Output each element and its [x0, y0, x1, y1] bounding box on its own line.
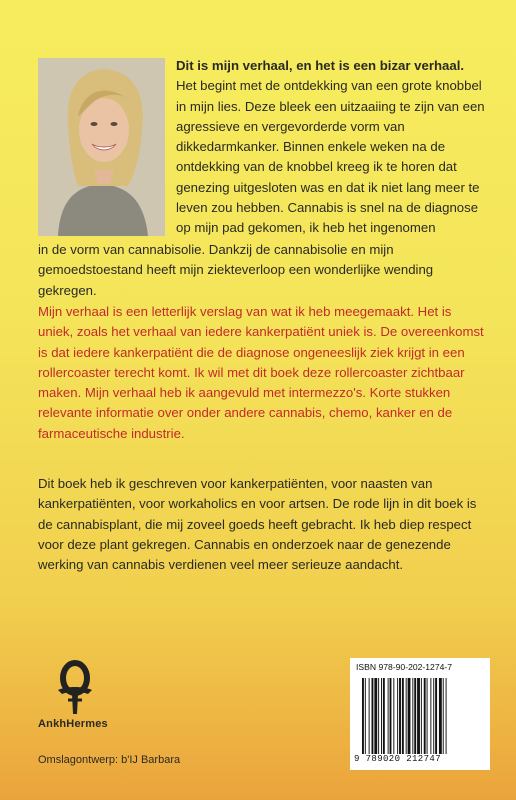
barcode: [362, 678, 480, 754]
publisher-logo: [44, 656, 104, 716]
accent-paragraph: Mijn verhaal is een letterlijk verslag van wat ik heb meegemaakt. Het is uniek, zoals het verhaal van iedere kankerpatiënt uniek is. De overeenkomst is dat iedere kankerpatiënt die de diagnose ongeneeslijk ziek krijgt in een rollercoaster terecht komt. Ik wil met dit boek deze rollercoaster zichtbaar maken. Mijn verhaal heb ik aangevuld met intermezzo's. Korte stukken relevante informatie over onder andere cannabis, chemo, kanker en de farmaceutische industrie.: [38, 304, 484, 441]
intro-lead: Dit is mijn verhaal, en het is een bizar verhaal.: [176, 58, 465, 73]
cover-design-credit: Omslagontwerp: b'IJ Barbara: [38, 754, 181, 766]
isbn-number: ISBN 978-90-202-1274-7: [356, 662, 453, 672]
intro-paragraph: [176, 56, 486, 239]
author-photo: [38, 58, 165, 236]
isbn-barcode-block: [350, 658, 490, 770]
audience-paragraph: Dit boek heb ik geschreven voor kankerpatiënten, voor naasten van kankerpatiënten, voor workaholics en voor artsen. De rode lijn in dit boek is de cannabisplant, die mij zoveel goeds heeft gebracht. Ik heb diep respect voor deze plant gekregen. Cannabis en onderzoek naar de genezende werking van cannabis verdienen veel meer serieuze aandacht.: [38, 476, 477, 573]
intro-continuation: in de vorm van cannabisolie. Dankzij de cannabisolie en mijn gemoedstoestand heeft mijn ziekteverloop een wonderlijke wending gekregen.: [38, 242, 434, 298]
author-portrait-image: [38, 58, 165, 236]
intro-body: Het begint met de ontdekking van een grote knobbel in mijn lies. Deze bleek een uitzaaiing te zijn van een agressieve en vergevorderde vorm van dikkedarmkanker. Binnen enkele weken na de ontdekking van de knobbel kreeg ik te horen dat genezing uitgesloten was en dat ik niet lang meer te leven zou hebben. Cannabis is snel na de diagnose op mijn pad gekomen, ik heb het ingenomen: [176, 78, 485, 236]
barcode-digits: 9 789020 212747: [354, 754, 442, 764]
publisher-name: AnkhHermes: [38, 718, 108, 730]
